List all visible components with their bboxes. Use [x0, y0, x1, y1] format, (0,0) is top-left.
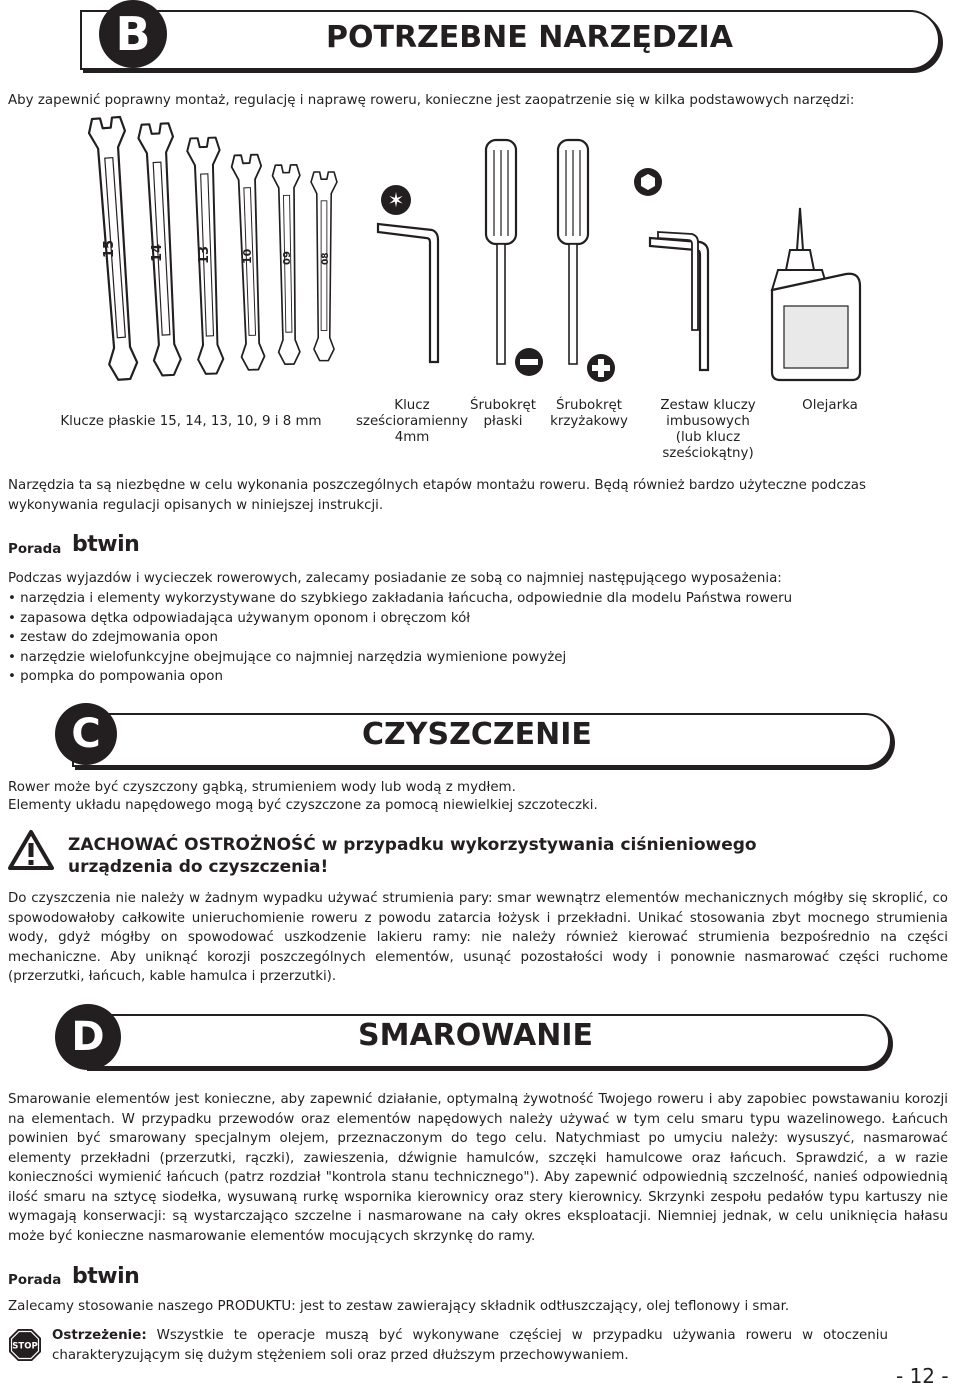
- list-item: • zapasowa dętka odpowiadająca używanym oponom i obręczom kół: [8, 609, 948, 629]
- btwin-logo-2: btwin: [72, 1264, 140, 1289]
- list-item: • narzędzia i elementy wykorzystywane do szybkiego zakładania łańcucha, odpowiednie dla modelu Państwa roweru: [8, 589, 948, 609]
- allen-keys-icon: [634, 168, 708, 370]
- label-flat-screwdriver: Śrubokręt płaski: [470, 398, 536, 429]
- btwin-logo: btwin: [72, 532, 140, 557]
- flat-screwdriver-icon: [486, 140, 543, 376]
- tip-intro: Podczas wyjazdów i wycieczek rowerowych, zalecamy posiadanie ze sobą co najmniej następującego wyposażenia:: [8, 571, 782, 586]
- svg-text:STOP: STOP: [12, 1341, 38, 1352]
- wrench-size-15: 15: [102, 239, 117, 258]
- label-cross-screwdriver: Śrubokręt krzyżakowy: [550, 398, 628, 429]
- section-c-letter-circle: [55, 703, 117, 765]
- section-d-text: Smarowanie elementów jest konieczne, aby zapewnić działanie, optymalną żywotność Twojego roweru i aby zapobiec powstawaniu korozji na elementach. W przypadku przewodów oraz elementów napędowych należy używać w tym celu smaru typu wazelinowego. Łańcuch powinien być smarowany specjalnym olejem, przeznaczonym do tego celu. Natychmiast po umyciu należy: wysuszyć, nasmarować elementy przekładni (przerzutki, rączki), zawieszenia, dźwignie hamulców, szczęki hamulcowe oraz łańcuch. Sprawdzić, a w razie konieczności wymienić łańcuch (patrz rozdział "kontrola stanu technicznego"). Aby zapewnić odpowiednią szczelność, nanieś odpowiednią ilość smaru na sztycę siodełka, wysuwaną rurkę wspornika kierownicy oraz stery kierownicy. Skrzynki zespołu pedałów typu kartuszy nie wymagają konserwacji: są wystarczająco szczelne i nasmarowane na cały okres eksploatacji. Niemniej jednak, w celu uniknięcia hałasu może być konieczne nasmarowanie elementów mocujących skrzynkę do ramy.: [8, 1092, 948, 1244]
- wrench-size-10: 10: [241, 248, 254, 264]
- section-b-letter-circle: [99, 0, 167, 68]
- page-number: - 12 -: [896, 1364, 949, 1388]
- torx-icon: [381, 185, 411, 215]
- tip-list: [8, 589, 948, 687]
- tip-label: Porada: [8, 542, 62, 557]
- section-b-title: POTRZEBNE NARZĘDZIA: [326, 20, 733, 55]
- warning-title: ZACHOWAĆ OSTROŻNOŚĆ w przypadku wykorzystywania ciśnieniowego urządzenia do czyszczenia!: [68, 835, 757, 877]
- list-item: • pompka do pompowania opon: [8, 667, 948, 687]
- stop-sign-icon: [8, 1328, 42, 1362]
- tip-label-2: Porada: [8, 1273, 62, 1288]
- section-c-line1: Rower może być czyszczony gąbką, strumieniem wody lub wodą z mydłem.: [8, 780, 516, 795]
- tip-text-2: Zalecamy stosowanie naszego PRODUKTU: jest to zestaw zawierający składnik odtłuszczający, olej teflonowy i smar.: [8, 1299, 790, 1314]
- label-wrenches: Klucze płaskie 15, 14, 13, 10, 9 i 8 mm: [60, 414, 322, 429]
- list-item: • zestaw do zdejmowania opon: [8, 628, 948, 648]
- tools-illustration: [60, 110, 880, 390]
- list-item: • narzędzie wielofunkcyjne obejmujące co najmniej narzędzia wymienione powyżej: [8, 648, 948, 668]
- label-torx: Klucz sześcioramienny 4mm: [355, 398, 469, 445]
- section-d-title: SMAROWANIE: [358, 1018, 594, 1053]
- warning-body: Wszystkie te operacje muszą być wykonywane częściej w przypadku używania roweru w otoczeniu charakteryzującym się dużym stężeniem soli oraz przed dłuższym przechowywaniem.: [52, 1328, 888, 1363]
- wrench-08-icon: [311, 172, 337, 361]
- oiler-icon: [772, 208, 860, 380]
- wrench-size-13: 13: [197, 245, 212, 264]
- section-b-intro: Aby zapewnić poprawny montaż, regulację i naprawę roweru, konieczne jest zaopatrzenie się w kilka podstawowych narzędzi:: [8, 93, 855, 108]
- section-c-title: CZYSZCZENIE: [362, 717, 592, 752]
- label-allen-keys: Zestaw kluczy imbusowych (lub klucz sześciokątny): [660, 398, 756, 461]
- warning-label: Ostrzeżenie:: [52, 1328, 147, 1343]
- section-b-letter: B: [115, 7, 151, 61]
- wrench-size-14: 14: [150, 243, 165, 262]
- svg-text:✶: ✶: [387, 188, 405, 212]
- cross-screwdriver-icon: [558, 140, 615, 382]
- section-b-after: Narzędzia ta są niezbędne w celu wykonania poszczególnych etapów montażu roweru. Będą również bardzo użyteczne podczas wykonywania regulacji opisanych w niniejszej instrukcji.: [8, 478, 866, 513]
- section-c-letter: C: [71, 711, 101, 757]
- label-oiler: Olejarka: [802, 398, 858, 413]
- warning-text: Do czyszczenia nie należy w żadnym wypadku używać strumienia pary: smar wewnątrz elementów mechanicznych mógłby się skroplić, co spowodowałoby całkowite unieruchomienie roweru z powodu zatarcia łożysk i przekładni. Unikać stosowania zbyt mocnego strumienia wody, gdyż mógłby on spowodować uszkodzenie lakieru ramy: nie należy również kierować strumienia bezpośrednio na części mechaniczne. Aby uniknąć korozji poszczególnych elementów, usunąć pozostałości wody i ponownie nasmarować części ruchome (przerzutki, łańcuch, kable hamulca i przerzutki).: [8, 891, 948, 984]
- section-d-letter: D: [71, 1014, 105, 1060]
- section-d-warning: [52, 1326, 888, 1365]
- wrench-size-08: 08: [321, 252, 331, 265]
- section-c-line2: Elementy układu napędowego mogą być czyszczone za pomocą niewielkiej szczoteczki.: [8, 798, 598, 813]
- section-d-letter-circle: [55, 1004, 121, 1070]
- torx-key-icon: [378, 224, 438, 362]
- wrench-size-09: 09: [282, 251, 293, 265]
- warning-triangle-icon: [8, 830, 54, 870]
